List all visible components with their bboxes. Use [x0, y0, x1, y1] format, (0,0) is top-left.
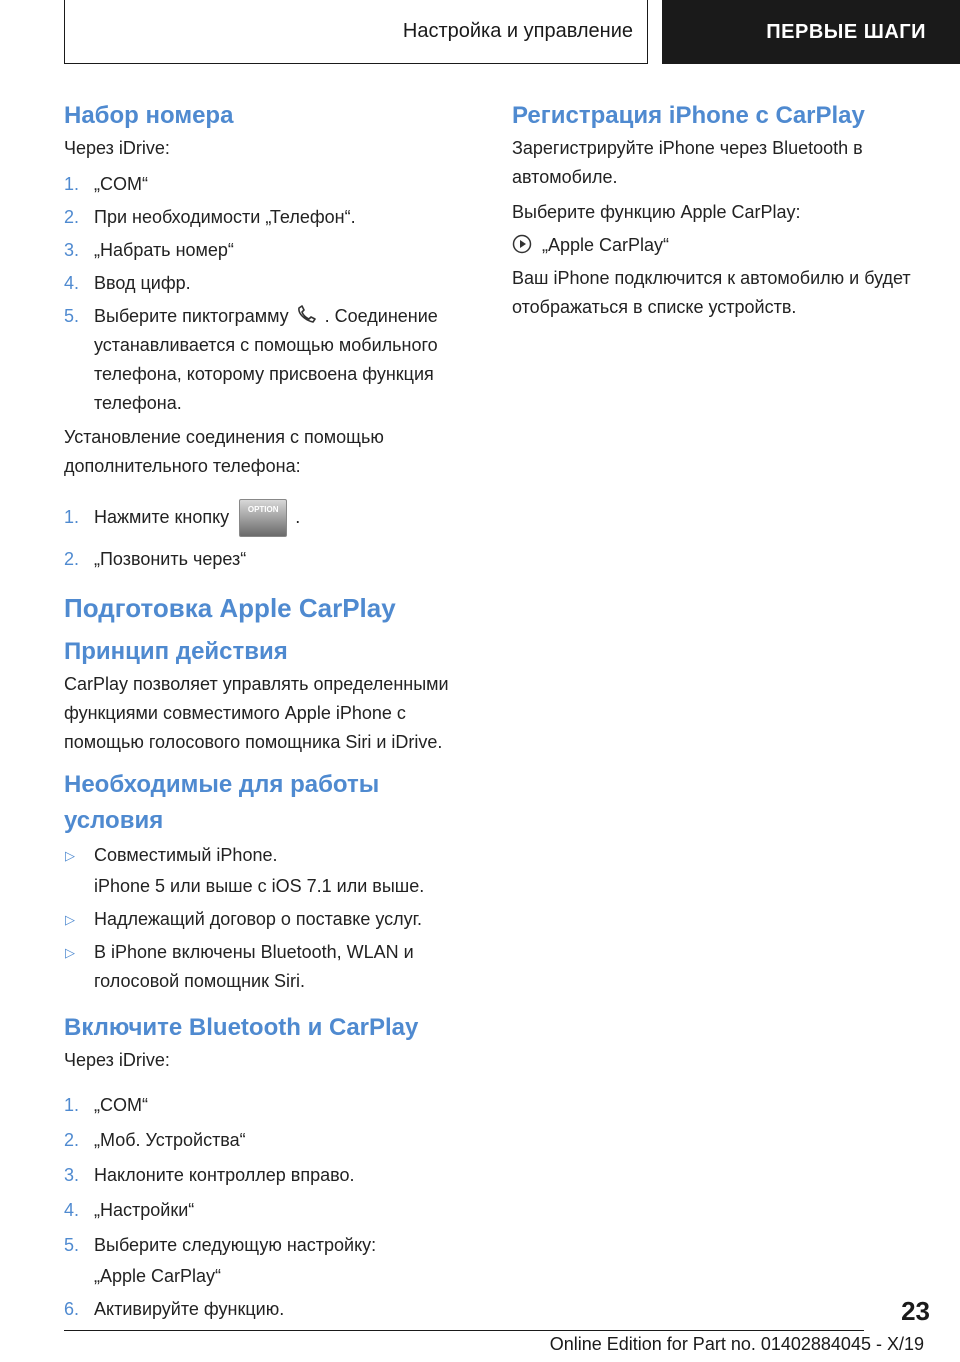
list-item: 5. Выберите следующую настройку:: [64, 1235, 377, 1255]
list-item: 1. „COM“: [64, 174, 148, 194]
dial-via: Через iDrive:: [64, 138, 170, 158]
list-item: ▷ Совместимый iPhone.: [64, 841, 484, 870]
list-item: ▷ В iPhone включены Bluetooth, WLAN и голосовой помощник Siri.: [64, 938, 484, 996]
triangle-bullet-icon: ▷: [65, 912, 75, 927]
list-item: 2. „Позвонить через“: [64, 549, 247, 569]
list-item: 1. „COM“: [64, 1095, 148, 1115]
footer-edition: Online Edition for Part no. 01402884045 - X/19: [549, 1334, 924, 1354]
requirements-heading: Необходимые для работы условия: [64, 771, 380, 834]
principle-text: CarPlay позволяет управлять определенными функциями совместимого Apple iPhone с помощью голосового помощника Siri и iDrive.: [64, 674, 449, 752]
register-text-1: Зарегистрируйте iPhone через Bluetooth в автомобиле.: [512, 138, 863, 187]
extra-phone-text: Установление соединения с помощью дополнительного телефона:: [64, 427, 384, 476]
list-item: 2. При необходимости „Телефон“.: [64, 207, 356, 227]
footer-divider: [64, 1330, 864, 1331]
register-text-3: Ваш iPhone подключится к автомобилю и будет отображаться в списке устройств.: [512, 268, 911, 317]
page-number: 23: [901, 1296, 930, 1326]
enable-steps: [64, 1091, 484, 1260]
register-heading: Регистрация iPhone с CarPlay: [512, 102, 865, 129]
option-button-icon: OPTION: [239, 499, 287, 537]
extra-steps: [64, 495, 484, 574]
header-section-label: Настройка и управление: [402, 20, 633, 42]
enable-step5-sub: „Apple CarPlay“: [94, 1266, 222, 1286]
header-chapter-label: ПЕРВЫЕ ШАГИ: [766, 20, 926, 43]
requirements-list: [64, 841, 484, 870]
list-item: 4. Ввод цифр.: [64, 273, 191, 293]
register-text-2: Выберите функцию Apple CarPlay:: [512, 202, 801, 222]
list-item: 4. „Настройки“: [64, 1200, 195, 1220]
dial-steps: [64, 170, 484, 418]
register-item: „Apple CarPlay“: [512, 231, 926, 260]
enable-via: Через iDrive:: [64, 1050, 170, 1070]
dial-heading: Набор номера: [64, 102, 234, 129]
list-item: 3. Наклоните контроллер вправо.: [64, 1165, 355, 1185]
play-circle-icon: [512, 234, 532, 254]
list-item: 1. Нажмите кнопку OPTION .: [64, 495, 484, 539]
list-item: 2. „Моб. Устройства“: [64, 1130, 246, 1150]
header-chapter-tab: [662, 0, 960, 64]
list-item: 6. Активируйте функцию.: [64, 1299, 285, 1319]
principle-heading: Принцип действия: [64, 638, 288, 665]
enable-heading: Включите Bluetooth и CarPlay: [64, 1014, 419, 1041]
requirement-sub: iPhone 5 или выше с iOS 7.1 или выше.: [94, 876, 425, 896]
prep-heading: Подготовка Apple CarPlay: [64, 593, 396, 623]
header-section-title: [64, 0, 648, 64]
right-column: [512, 98, 926, 322]
triangle-bullet-icon: ▷: [65, 945, 75, 960]
phone-icon: [295, 305, 319, 325]
left-column: [64, 98, 484, 1324]
list-item: 3. „Набрать номер“: [64, 240, 234, 260]
enable-steps-cont: [64, 1295, 484, 1324]
triangle-bullet-icon: ▷: [65, 848, 75, 863]
list-item: 5. Выберите пиктограмму . Соединение устанавливается с помощью мобильного телефона, которому присвоена функция телефона.: [64, 306, 438, 413]
requirements-list-cont: [64, 905, 484, 996]
list-item: ▷ Надлежащий договор о поставке услуг.: [64, 905, 484, 934]
